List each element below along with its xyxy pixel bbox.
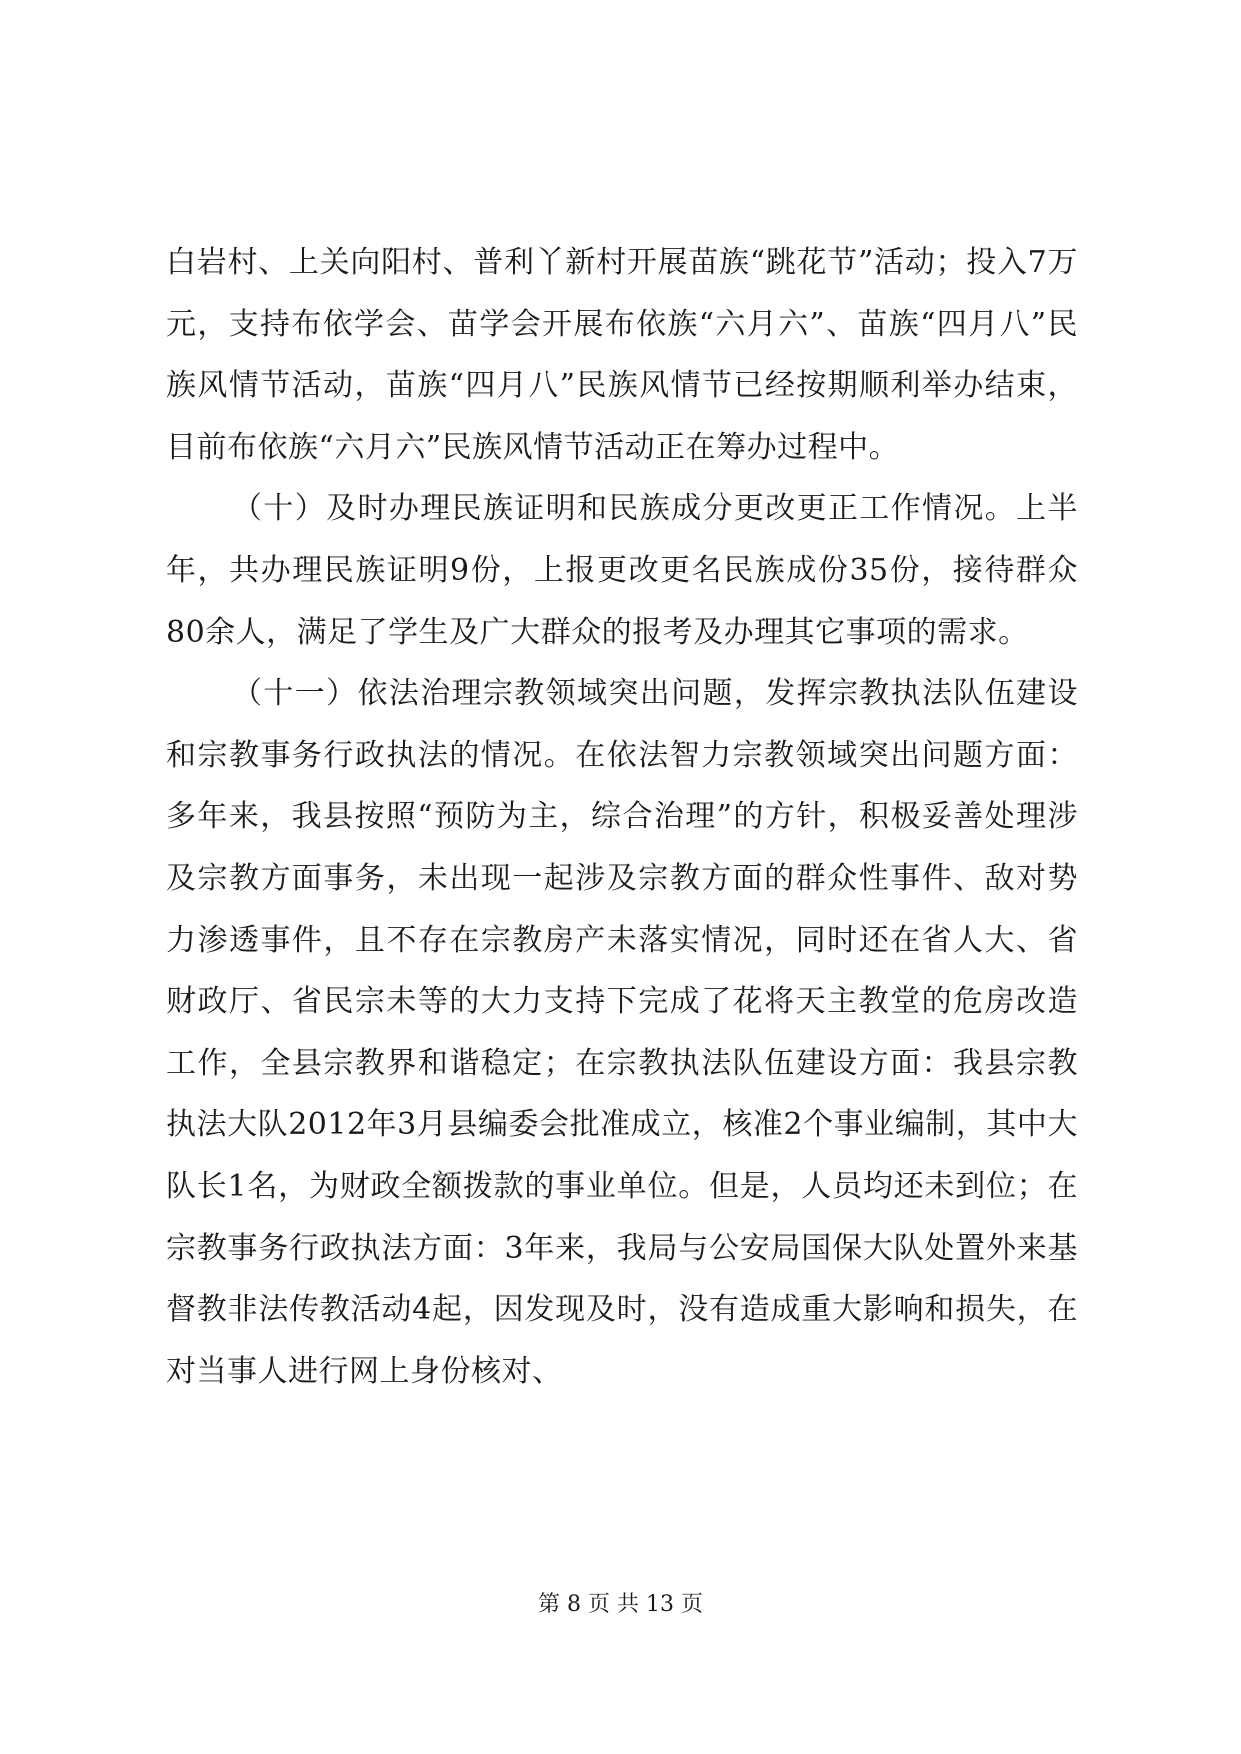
paragraph-festival-activities: 白岩村、上关向阳村、普利丫新村开展苗族“跳花节”活动；投入7万元，支持布依学会、苗学会开展布依族“六月六”、苗族“四月八”民族风情节活动，苗族“四月八”民族风情节已经按期顺利举办结束，目前布依族“六月六”民族风情节活动正在筹办过程中。: [166, 245, 1078, 465]
paragraph-religious-governance: （十一）依法治理宗教领域突出问题，发挥宗教执法队伍建设和宗教事务行政执法的情况。在依法智力宗教领域突出问题方面：多年来，我县按照“预防为主，综合治理”的方针，积极妥善处理涉及宗教方面事务，未出现一起涉及宗教方面的群众性事件、敌对势力渗透事件，且不存在宗教房产未落实情况，同时还在省人大、省财政厅、省民宗未等的大力支持下完成了花将天主教堂的危房改造工作，全县宗教界和谐稳定；在宗教执法队伍建设方面：我县宗教执法大队2012年3月县编委会批准成立，核准2个事业编制，其中大队长1名，为财政全额拨款的事业单位。但是，人员均还未到位；在宗教事务行政执法方面：3年来，我局与公安局国保大队处置外来基督教非法传教活动4起，因发现及时，没有造成重大影响和损失，在对当事人进行网上身份核对、: [166, 676, 1078, 1389]
page-number-footer: 第 8 页 共 13 页: [538, 1592, 703, 1617]
paragraph-ethnic-certificates: （十）及时办理民族证明和民族成分更改更正工作情况。上半年，共办理民族证明9份，上报更改更名民族成份35份，接待群众80余人，满足了学生及广大群众的报考及办理其它事项的需求。: [166, 491, 1078, 650]
document-body: [166, 232, 1078, 1402]
